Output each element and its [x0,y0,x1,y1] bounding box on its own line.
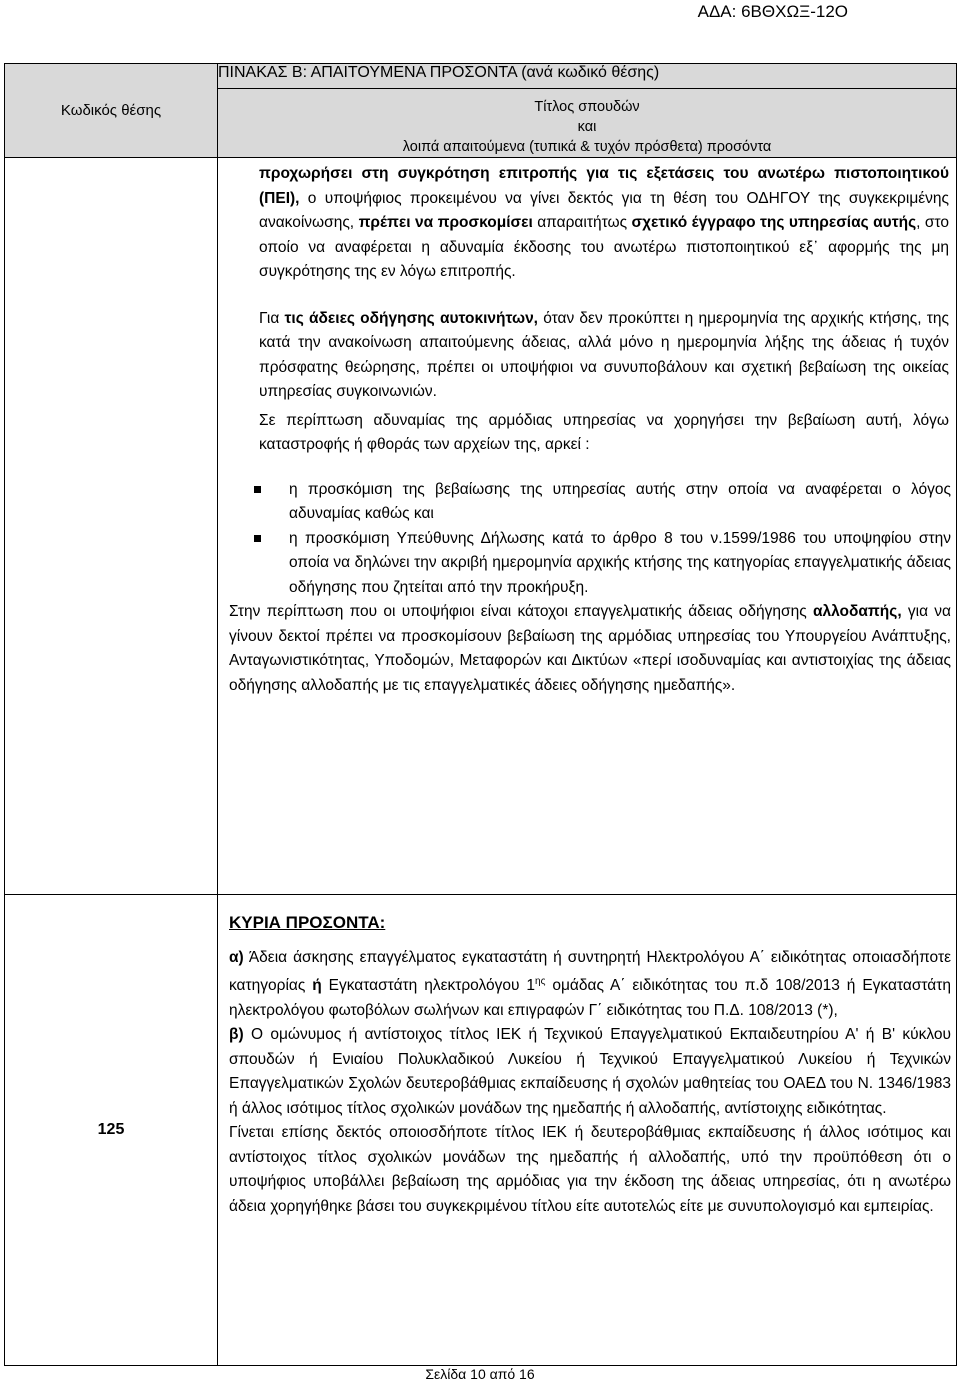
square-bullet-icon [254,486,261,493]
qualification-b: β) Ο ομώνυμος ή αντίστοιχος τίτλος ΙΕΚ ή Τεχνικού Επαγγελματικού Εκπαιδευτηρίου Α' ή Β' κύκλου σπουδών ή Ενιαίου Πολυκλαδικού Λυκείου ή Τεχνικού Επαγγελματικού Λυκείου ή Τεχνικών Επαγγελματικών Σχολών δευτεροβάθμιας εκπαίδευσης ή σχολών μαθητείας του ΟΑΕΔ του Ν. 1346/1983 ή άλλος ισότιμος τίτλος σχολικών μονάδων της ημεδαπής ή αλλοδαπής, αντίστοιχης ειδικότητας. [229,1026,951,1117]
col-header-title-line1: Τίτλος σπουδών [534,99,640,115]
requirements-table [4,63,957,1366]
paragraph-inability: Σε περίπτωση αδυναμίας της αρμόδιας υπηρεσίας να χορηγήσει την βεβαίωση αυτή, λόγω καταστροφής ή φθοράς των αρχείων της, αρκεί : [259,411,949,453]
paragraph-driving-licenses: Για τις άδειες οδήγησης αυτοκινήτων, όταν δεν προκύπτει η ημερομηνία της αρχικής κτήσης, της κατά την ανακοίνωση απαιτούμενης άδειας, αλλά μόνο η ημερομηνία λήξης της άδειας ή τυχόν πρόσφατης θεώρησης, πρέπει οι υποψήφιοι να συνυποβάλουν και σχετική βεβαίωση της οικείας υπηρεσίας συγκοινωνιών. [259,309,949,400]
main-qualifications-heading: ΚΥΡΙΑ ΠΡΟΣΟΝΤΑ: [229,913,386,932]
code-cell-continued [5,158,218,895]
requirements-cell-125 [218,895,957,1366]
col-header-code: Κωδικός θέσης [5,64,218,158]
table-title: ΠΙΝΑΚΑΣ Β: ΑΠΑΙΤΟΥΜΕΝΑ ΠΡΟΣΟΝΤΑ (ανά κωδικό θέσης) [218,64,957,89]
square-bullet-icon [254,535,261,542]
position-code: 125 [5,895,218,1366]
col-header-title-line3: λοιπά απαιτούμενα (τυπικά & τυχόν πρόσθετα) προσόντα [402,139,772,155]
qualification-c: Γίνεται επίσης δεκτός οποιοσδήποτε τίτλος ΙΕΚ ή δευτεροβάθμιας εκπαίδευσης ή άλλος ισότιμος και αντίστοιχος τίτλος σχολικών μονάδων της ημεδαπής ή αλλοδαπής, υπό την προϋπόθεση ότι ο υποψήφιος υποβάλλει βεβαίωση της αρμόδιας για την έκδοση της άδειας υπηρεσίας, ότι η ανωτέρω άδεια χορηγήθηκε βάσει του συγκεκριμένου τίτλου είτε αυτοτελώς είτε με συνυπολογισμό και εμπειρίας. [229,1124,951,1215]
page-number: Σελίδα 10 από 16 [425,1366,535,1382]
col-header-title-line2: και [577,119,597,135]
bullet-list [229,478,951,601]
paragraph-pei: προχωρήσει στη συγκρότηση επιτροπής για τις εξετάσεις του ανωτέρω πιστοποιητικού (ΠΕΙ), ο υποψήφιος προκειμένου να γίνει δεκτός για τη θέση του ΟΔΗΓΟΥ της συγκεκριμένης ανακοίνωσης, πρέπει να προσκομίσει απαραιτήτως σχετικό έγγραφο της υπηρεσίας αυτής, στο οποίο να αναφέρεται η αδυναμία έκδοσης του ανωτέρω πιστοποιητικού εξ᾽ αφορμής της μη συγκρότησης της εν λόγω επιτροπής. [259,165,949,280]
paragraph-foreign-license: Στην περίπτωση που οι υποψήφιοι είναι κάτοχοι επαγγελματικής άδειας οδήγησης αλλοδαπής, για να γίνουν δεκτοί πρέπει να προσκομίσουν βεβαίωση της αρμόδιας υπηρεσίας του Υπουργείου Ανάπτυξης, Ανταγωνιστικότητας, Υποδομών, Μεταφορών και Δικτύων «περί ισοδυναμίας και αντιστοιχίας της άδειας οδήγησης αλλοδαπής με τις επαγγελματικές άδειες οδήγησης ημεδαπής». [229,603,951,694]
list-item: η προσκόμιση Υπεύθυνης Δήλωσης κατά το άρθρο 8 του ν.1599/1986 του υποψηφίου στην οποία να δηλώνει την ακριβή ημερομηνία αρχικής κτήσης της κατηγορίας επαγγελματικής άδειας οδήγησης που ζητείται από την προκήρυξη. [289,527,951,601]
list-item: η προσκόμιση της βεβαίωσης της υπηρεσίας αυτής στην οποία να αναφέρεται ο λόγος αδυναμίας καθώς και [289,478,951,527]
col-header-title [218,89,957,158]
requirements-cell-continued [218,158,957,895]
qualification-a: α) Άδεια άσκησης επαγγέλματος εγκαταστάτη ή συντηρητή Ηλεκτρολόγου Α΄ ειδικότητας οποιασδήποτε κατηγορίας ή Εγκαταστάτη ηλεκτρολόγου $1^{\eta\varsigma}$ ομάδας Α΄ ειδικότητας του π.δ 108/2013 ή Εγκαταστάτη ηλεκτρολόγου φωτοβόλων σωλήνων και επιγραφών Γ΄ ειδικότητας του Π.Δ. 108/2013 (*), [229,948,951,1019]
ada-code: ΑΔΑ: 6ΒΘΧΩΞ-12Ο [697,2,848,21]
